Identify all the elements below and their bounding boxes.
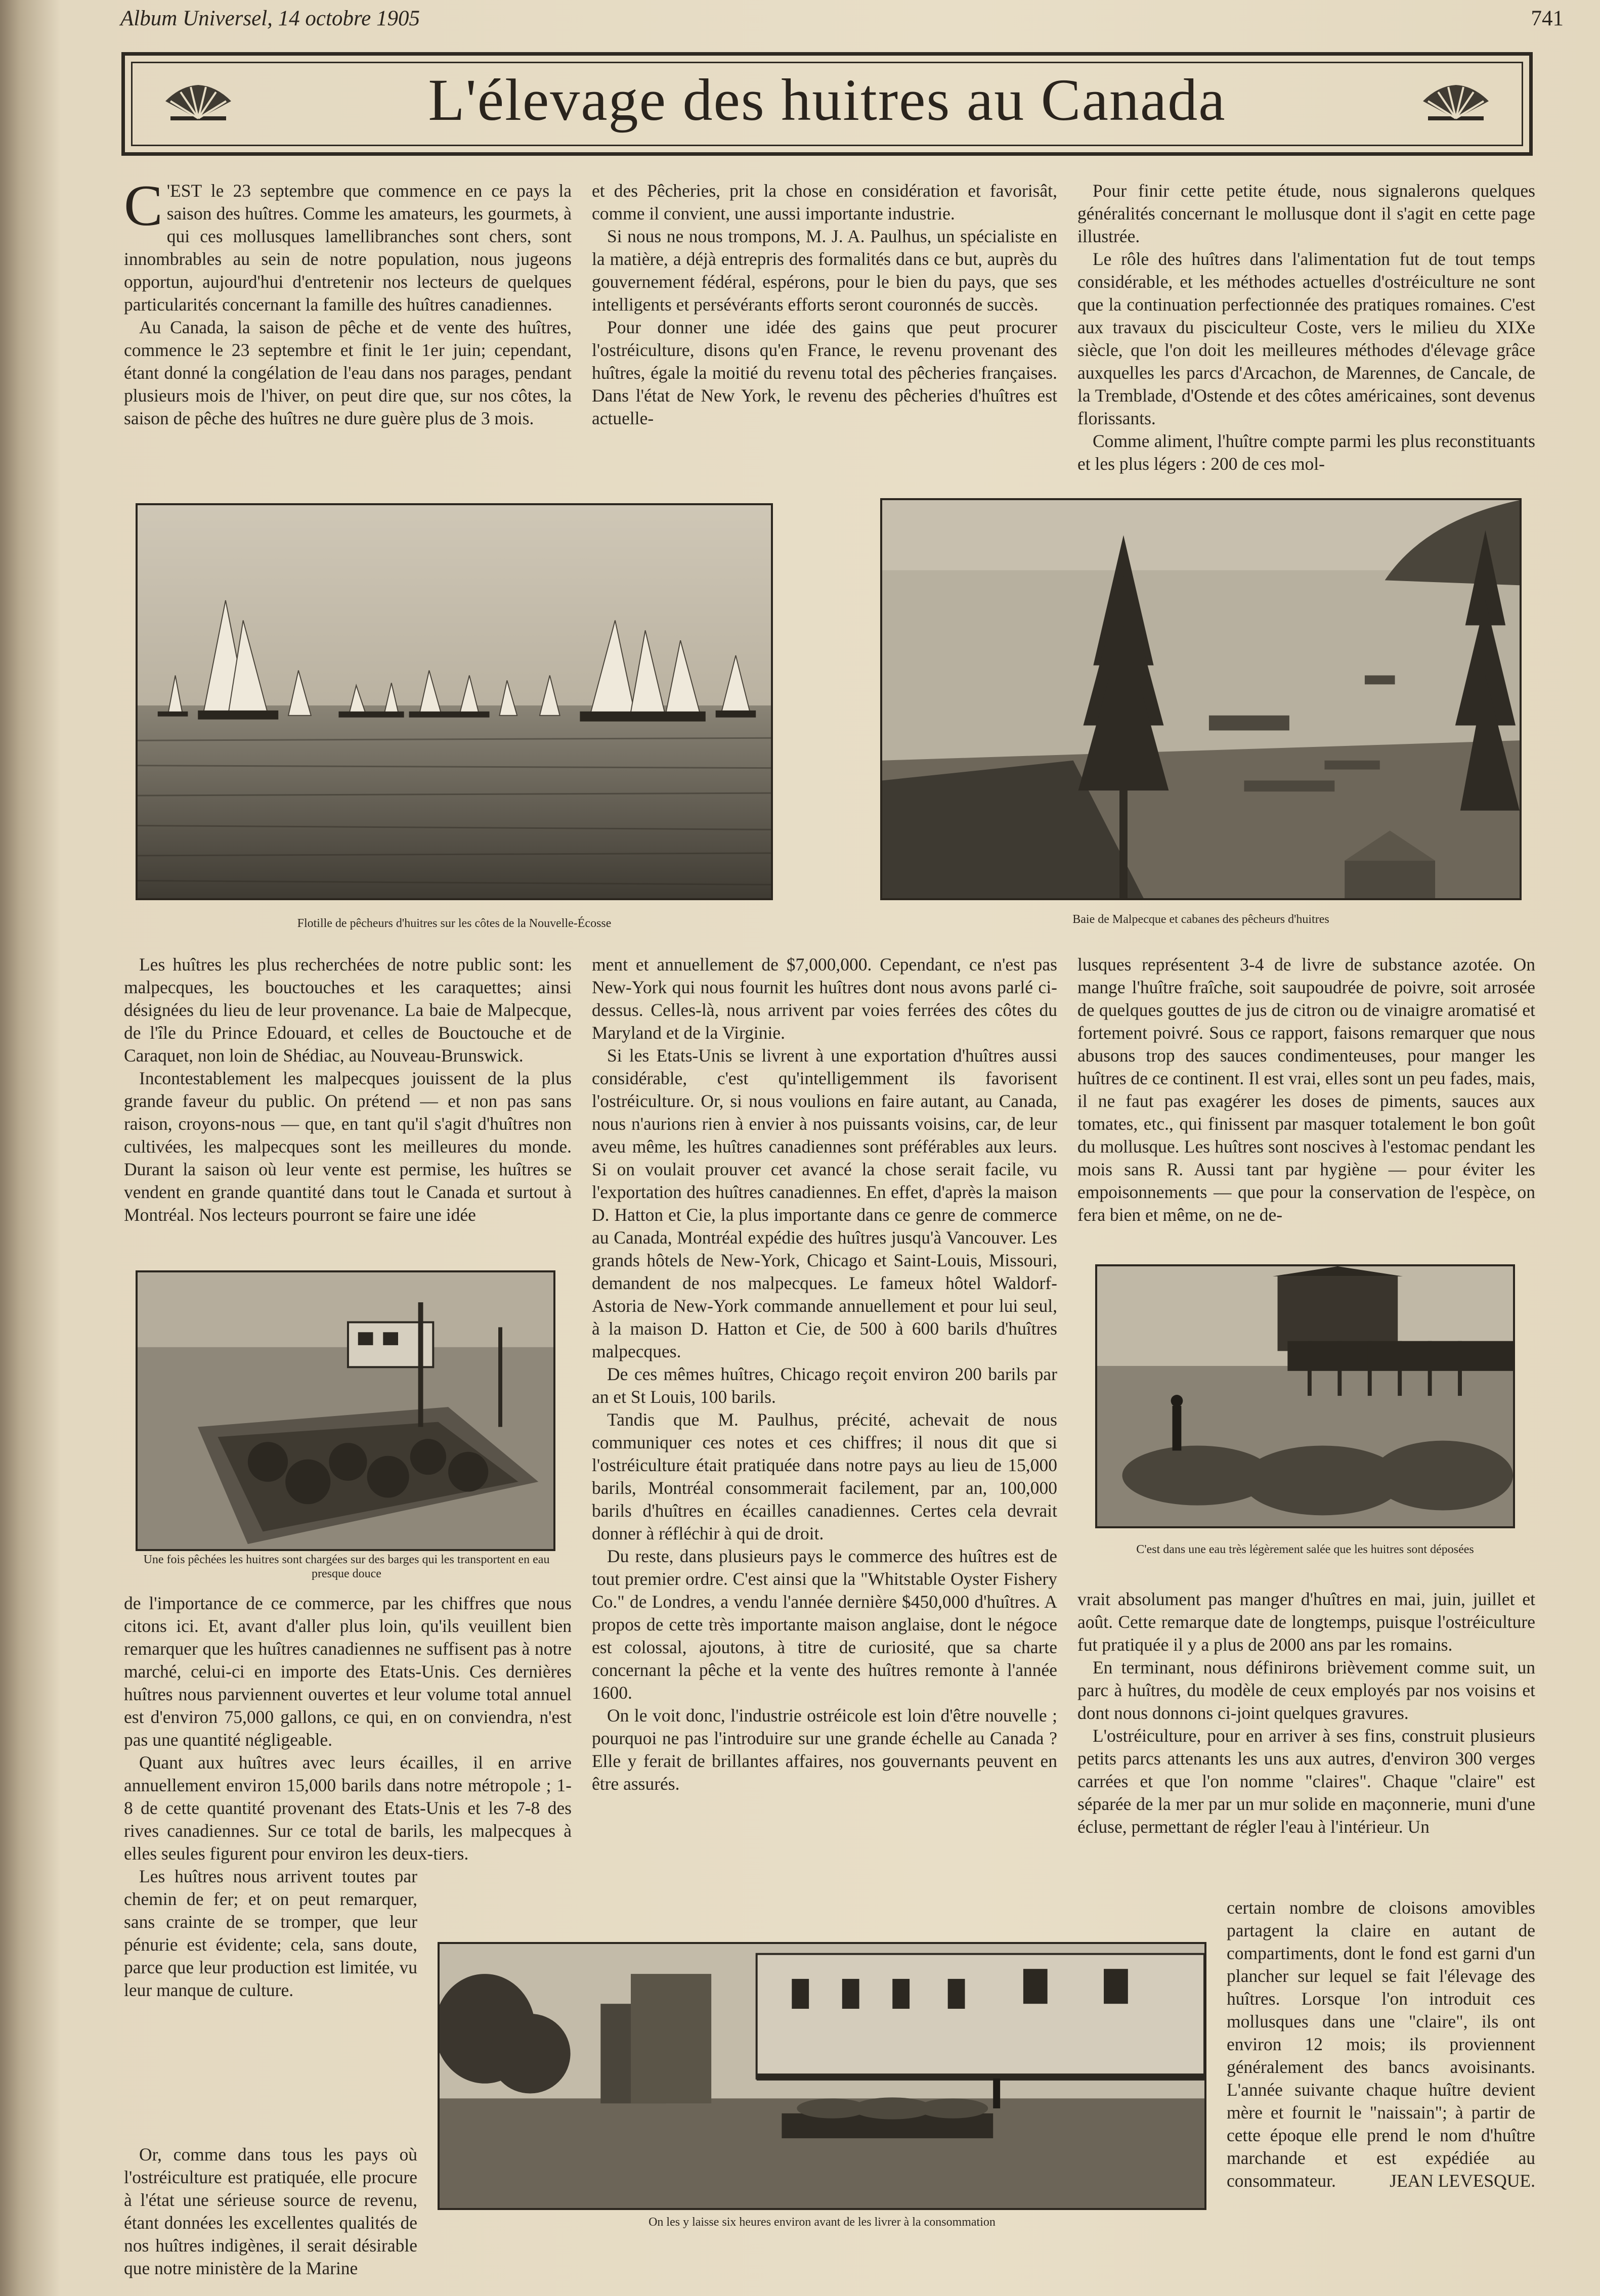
photo-caption: On les y laisse six heures environ avant de les livrer à la consommation [648, 2216, 996, 2229]
drop-cap: C [124, 173, 163, 238]
running-header: Album Universel, 14 octobre 1905 [120, 7, 420, 30]
paragraph: ment et annuellement de $7,000,000. Cependant, ce n'est pas New-York qui nous fournit les huîtres dont nous avons parlé ci-dessus. Celles-là, nous arrivent par voies ferrées des côtes du Maryland et de la Virginie. [592, 954, 1057, 1043]
paragraph: L'ostréiculture, pour en arriver à ses fins, construit plusieurs petits parcs attenants les uns aux autres, d'environ 300 verges carrées et que l'on nomme "claires". Chaque "claire" est séparée de la mer par un mur solide en maçonnerie, muni d'une écluse, permettant de régler l'eau à l'intérieur. Un [1077, 1726, 1535, 1837]
photo-malpecque-bay [880, 498, 1522, 900]
paragraph: On le voit donc, l'industrie ostréicole est loin d'être nouvelle ; pourquoi ne pas l'introduire sur une grande échelle au Canada ? Elle y ferait de brillantes affaires, nos gouvernants peuvent en être assurés. [592, 1705, 1057, 1794]
column-3-end [1227, 1896, 1535, 2192]
paragraph: Du reste, dans plusieurs pays le commerce des huîtres est de tout premier ordre. C'est ainsi que la "Whitstable Oyster Fishery Co." de Londres, a vendu l'année dernière $450,000 d'huîtres. A propos de cette très importante maison anglaise, dont le négoce est colossal, ajoutons, à titre de curiosité, que sa charte concernant la pêche et la vente des huîtres remonte à l'année 1600. [592, 1546, 1057, 1703]
paragraph: Les huîtres nous arrivent toutes par chemin de fer; et on peut remarquer, sans crainte de se tromper, que leur pénurie est évidente; cela, sans doute, parce que leur production est limitée, vu leur manque de culture. [124, 1866, 417, 2000]
paragraph: Si les Etats-Unis se livrent à une exportation d'huîtres aussi considérable, c'est qu'intelligemment ils favorisent l'ostréiculture. Or, si nous voulions en faire autant, au Canada, nous n'aurions rien à envier à nos puissants voisins, car, de leur aveu même, les huîtres canadiennes sont préférables aux leurs. Si on voulait prouver cet avancé la chose serait facile, vu l'exportation des huîtres canadiennes. En effet, d'après la maison D. Hatton et Cie, la plus importante dans ce genre de commerce au Canada, Montréal expédie des huîtres jusqu'à Vancouver. Les grands hôtels de New-York, Chicago et Saint-Louis, Missouri, demandent de nos malpecques. Le fameux hôtel Waldorf-Astoria de New-York commande annuellement et pour lui seul, à la maison D. Hatton et Cie, de 500 à 600 barils d'huîtres malpecques. [592, 1045, 1057, 1361]
photo-fishing-fleet [136, 503, 773, 900]
author-signature: JEAN LEVESQUE. [1390, 2171, 1535, 2191]
page-number: 741 [1531, 7, 1564, 30]
column-2-top [592, 180, 1057, 430]
shell-ornament-icon [1418, 81, 1494, 121]
column-3-top [1077, 180, 1535, 475]
photo-caption: C'est dans une eau très légèrement salée que les huitres sont déposées [1136, 1543, 1474, 1556]
paragraph: certain nombre de cloisons amovibles partagent la claire en autant de compartiments, dont le fond est garni d'un plancher sur lequel se fait l'élevage des huîtres. Lorsque l'on introduit ces mollusques dans une "claire", ils ont environ 12 mois; ils proviennent généralement des bancs avoisinants. L'année suivante chaque huître devient mère et fournit le "naissain"; à partir de cette époque elle prend le nom d'huître marchande et est expédiée au consommateur. JEAN LEVESQUE. [1227, 1896, 1535, 2192]
paragraph: Si nous ne nous trompons, M. J. A. Paulhus, un spécialiste en la matière, a déjà entrepris des formalités dans ce but, auprès du gouvernement fédéral, espérons, pour le bien du pays, que ses intelligents et persévérants efforts seront couronnés de succès. [592, 226, 1057, 315]
photo-caption: Une fois pêchées les huitres sont chargées sur des barges qui les transportent en eau presque douce [143, 1553, 550, 1580]
paragraph: lusques représentent 3-4 de livre de substance azotée. On mange l'huître fraîche, soit saupoudrée de poivre, soit arrosée de quelques gouttes de jus de citron ou de vinaigre aromatisé et fortement poivré. Sous ce rapport, faisons remarquer que nous abusons trop des sauces condimenteuses, pour manger les huîtres de ce continent. Il est vrai, elles sont un peu fades, mais, il ne faut pas exagérer les doses de piments, sauces aux tomates, etc., qui finissent par masquer totalement le bon goût du mollusque. Les huîtres sont noscives à l'estomac pendant les mois sans R. Aussi tant par hygiène — pour éviter les empoisonnements — que pour la conservation de l'espèce, on fera bien et même, on ne de- [1077, 954, 1535, 1225]
column-2-mid [592, 953, 1057, 1795]
column-3-low [1077, 1588, 1535, 1838]
photo-oyster-park [1095, 1264, 1515, 1528]
paragraph: En terminant, nous définirons brièvement comme suit, un parc à huîtres, du modèle de ceux employés par nos voisins et dont nous donnons ci-joint quelques gravures. [1077, 1657, 1535, 1723]
paragraph: Tandis que M. Paulhus, précité, achevait de nous communiquer ces notes et ces chiffres; il nous dit que si l'ostréiculture était pratiquée dans notre pays au lieu de 15,000 barils, Montréal consommerait facilement, par an, 100,000 barils d'huîtres en écailles canadiennes. Certes cela devrait donner à réfléchir à qui de droit. [592, 1409, 1057, 1543]
paragraph: Pour finir cette petite étude, nous signalerons quelques généralités concernant le mollusque dont il s'agit en cette page illustrée. [1077, 181, 1535, 246]
paragraph: Au Canada, la saison de pêche et de vente des huîtres, commence le 23 septembre et finit le 1er juin; cependant, étant donné la congélation de l'eau dans nos parages, pendant plusieurs mois de l'hiver, on peut dire que, sur nos côtes, la saison de pêche des huîtres ne dure guère plus de 3 mois. [124, 317, 572, 428]
paragraph: Comme aliment, l'huître compte parmi les plus reconstituants et les plus légers : 200 de ces mol- [1077, 431, 1535, 474]
paragraph: De ces mêmes huîtres, Chicago reçoit environ 200 barils par an et St Louis, 100 barils. [592, 1364, 1057, 1407]
column-1-mid [124, 953, 572, 1226]
paragraph: de l'importance de ce commerce, par les chiffres que nous citons ici. Et, avant d'aller plus loin, qu'ils veuillent bien remarquer que les huîtres canadiennes ne suffisent pas à notre marché, celui-ci en importe des Etats-Unis. Ces dernières huîtres nous parviennent ouvertes et leur volume total annuel est d'environ 75,000 gallons, ce qui, en on conviendra, n'est pas une quantité négligeable. [124, 1593, 572, 1750]
paragraph: Pour donner une idée des gains que peut procurer l'ostréiculture, disons qu'en France, le revenu provenant des huîtres, égale la moitié du revenu total des pêcheries françaises. Dans l'état de New York, le revenu des pêcheries d'huîtres est actuelle- [592, 317, 1057, 428]
photo-caption: Baie de Malpecque et cabanes des pêcheurs d'huitres [1072, 913, 1329, 926]
paragraph: Incontestablement les malpecques jouissent de la plus grande faveur du public. On prétend — et non pas sans raison, croyons-nous — que, en tant qu'il s'agit d'huîtres non cultivées, les malpecques sont les meilleures du monde. Durant la saison où leur vente est permise, les huîtres se vendent en grande quantité dans tout le Canada et surtout à Montréal. Nos lecteurs pourront se faire une idée [124, 1068, 572, 1225]
article-title: L'élevage des huitres au Canada [428, 67, 1226, 133]
paragraph: Le rôle des huîtres dans l'alimentation fut de tout temps considérable, et les méthodes actuelles d'ostréiculture ne sont que la continuation perfectionnée des pratiques romaines. C'est aux travaux du pisciculteur Coste, vers le milieu du XIXe siècle, que l'on doit les meilleures méthodes d'élevage grâce auxquelles les parcs d'Arcachon, de Marennes, de Cancale, de la Tremblade, d'Ostende et des côtes américaines, sont devenus florissants. [1077, 249, 1535, 428]
column-1-top [124, 173, 572, 430]
photo-oyster-wharf [438, 1942, 1206, 2210]
title-banner [121, 52, 1533, 156]
paragraph: Les huîtres les plus recherchées de notre public sont: les malpecques, les bouctouches et les caraquettes; ainsi désignées du lieu de leur provenance. La baie de Malpecque, de l'île du Prince Edouard, et celles de Bouctouche et de Caraquet, non loin de Shédiac, au Nouveau-Brunswick. [124, 954, 572, 1066]
column-3-mid [1077, 953, 1535, 1226]
photo-caption: Flotille de pêcheurs d'huitres sur les côtes de la Nouvelle-Écosse [297, 917, 612, 930]
paragraph: et des Pêcheries, prit la chose en considération et favorisât, comme il convient, une aussi importante industrie. [592, 181, 1057, 224]
paragraph: Quant aux huîtres avec leurs écailles, il en arrive annuellement environ 15,000 barils dans notre métropole ; 1-8 de cette quantité provenant des Etats-Unis et les 7-8 des rives canadiennes. Sur ce total de barils, les malpecques à elles seules figurent pour environ les deux-tiers. [124, 1752, 572, 1864]
paragraph: vrait absolument pas manger d'huîtres en mai, juin, juillet et août. Cette remarque date de longtemps, puisque l'ostréiculture fut pratiquée il y a plus de 2000 ans par les romains. [1077, 1589, 1535, 1655]
paragraph: C 'EST le 23 septembre que commence en ce pays la saison des huîtres. Comme les amateurs, les gourmets, à qui ces mollusques lamellibranches sont chers, sont innombrables au sein de notre population, nous jugeons opportun, aujourd'hui d'entretenir nos lecteurs de quelques particularités concernant la famille des huîtres canadiennes. [124, 173, 572, 315]
paragraph: Or, comme dans tous les pays où l'ostréiculture est pratiquée, elle procure à l'état une sérieuse source de revenu, étant données les excellentes qualités de nos huîtres indigènes, il serait désirable que notre ministère de la Marine [124, 2144, 417, 2278]
photo-oyster-barge [136, 1270, 555, 1551]
